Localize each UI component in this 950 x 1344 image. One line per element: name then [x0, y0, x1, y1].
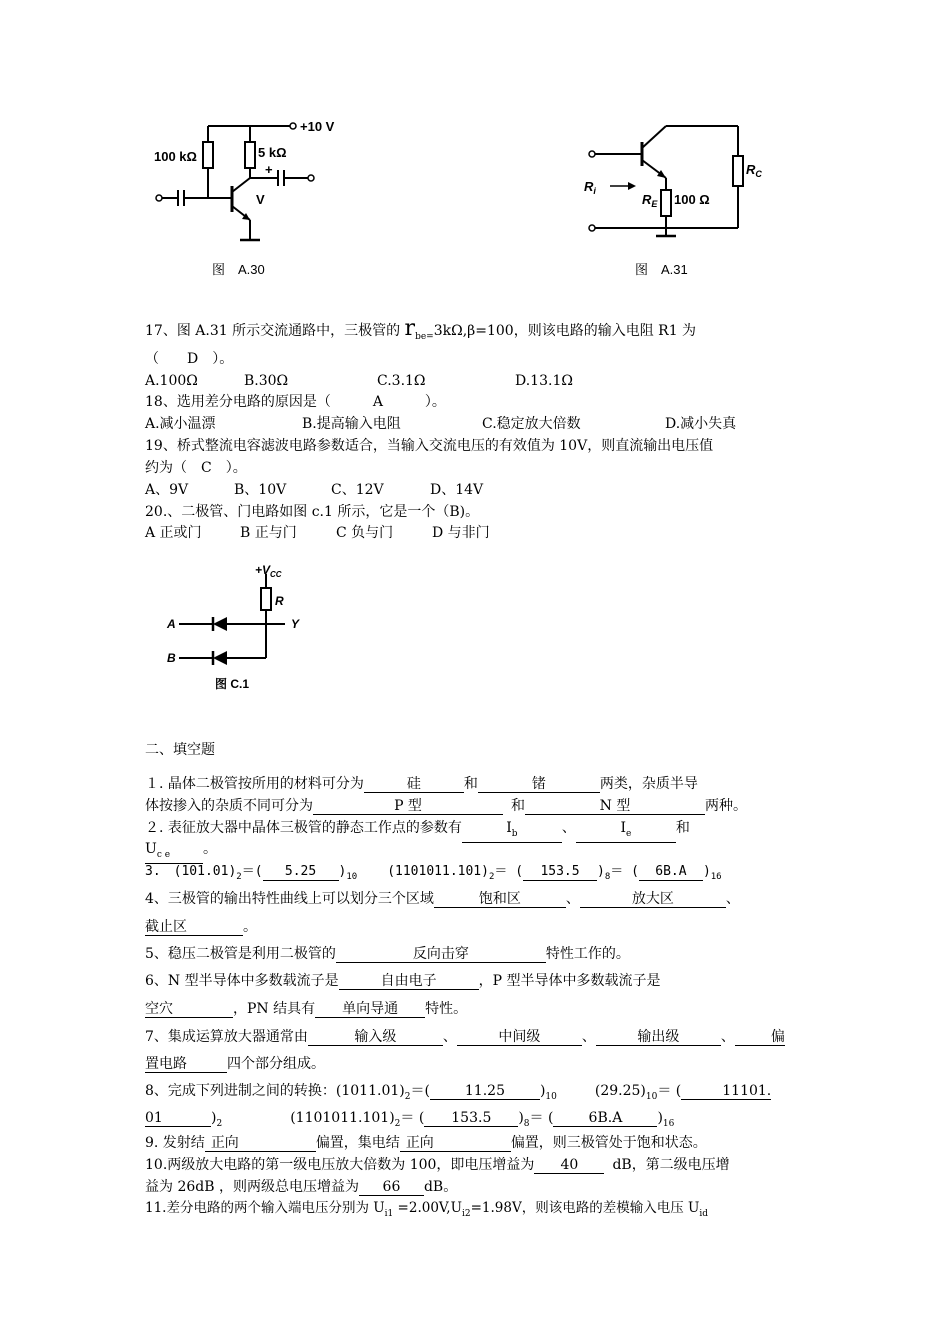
- a31-caption: 图 A.31: [635, 262, 688, 277]
- f6-line2: 空穴 ，PN 结具有 单向导通 特性。: [145, 1001, 468, 1017]
- f11-line: 11.差分电路的两个输入端电压分别为 $U_{i1} =2.00V,U_{i2}=1.98V$，则该电路的差模输入电压 $U_{id}$: [145, 1200, 709, 1219]
- a30-plus-label: +: [265, 162, 273, 177]
- q20-options: A 正或门 B 正与门 C 负与门 D 与非门: [145, 525, 490, 541]
- q19-line2: 约为（ C ）。: [145, 460, 247, 476]
- figure-a30-circuit: [150, 112, 370, 282]
- c1-a-label: A: [167, 617, 176, 631]
- q19-line1: 19、桥式整流电容滤波电路参数适合，当输入交流电压的有效值为 10V，则直流输出电压值: [145, 438, 714, 454]
- f8-line2: 01 )$_2$ $(1101011.101)_2=$ ( 153.5 )$_8=$ ( 6B.A )$_{16}$: [145, 1110, 675, 1129]
- q17-line1: 17、图 A.31 所示交流通路中，三极管的 $r_{be=}3k\Omega,\beta=100$，则该电路的输入电阻 R1 为: [145, 316, 697, 342]
- c1-vcc-label: $+V_{CC}$: [255, 563, 282, 579]
- a31-rc-label: $R_C$: [746, 162, 762, 179]
- f6-line1: 6、N 型半导体中多数载流子是 自由电子 ，P 型半导体中多数载流子是: [145, 973, 661, 989]
- f7-line2: 置电路 四个部分组成。: [145, 1056, 325, 1072]
- q20-text: 20.、二极管、门电路如图 c.1 所示，它是一个（B)。: [145, 504, 480, 520]
- a31-re-value: 100 Ω: [674, 192, 710, 207]
- a30-caption: 图 A.30: [212, 262, 265, 277]
- c1-caption: 图 C.1: [215, 677, 250, 691]
- f3-line: 3. $(101.01)_2=(5.25)_{10}$ $(1101011.101)_2=$ ( 153.5 )$_8=$ ( 6B.A )$_{16}$: [145, 864, 722, 882]
- figure-c1-circuit: [165, 560, 315, 695]
- f2-line2: $U_{c e}$ 。: [145, 840, 810, 864]
- a31-re-label: $R_E$: [642, 192, 658, 209]
- f1-line2: 体按掺入的杂质不同可分为 P 型 和 N 型 两种。: [145, 798, 747, 814]
- a30-vcc-label: +10 V: [300, 119, 335, 134]
- f5-line: 5、稳压二极管是利用二极管的 反向击穿 特性工作的。: [145, 946, 630, 962]
- f7-line1: 7、集成运算放大器通常由 输入级 、 中间级 、 输出级 、 偏: [145, 1029, 785, 1045]
- q18-options: A.减小温漂 B.提高输入电阻 C.稳定放大倍数 D.减小失真: [145, 416, 737, 432]
- c1-y-label: Y: [291, 617, 300, 631]
- f1-line1: １. 晶体二极管按所用的材料可分为 硅 和 锗 两类，杂质半导: [145, 776, 698, 792]
- f10-line2: 益为 26dB ，则两级总电压增益为 66 dB。: [145, 1179, 458, 1195]
- q17-line2: （ D ）。: [145, 351, 234, 367]
- f9-line: 9. 发射结 正向 偏置，集电结 正向 偏置，则三极管处于饱和状态。: [145, 1135, 707, 1151]
- a31-ri-label: $R_i$: [584, 179, 596, 196]
- c1-r-label: R: [275, 594, 284, 608]
- figure-a31-circuit: [580, 112, 780, 282]
- f8-line1: 8、完成下列进制之间的转换：$(1011.01)_2=$( 11.25 )$_{10}$ $(29.25)_{10}=$ ( 11101.: [145, 1083, 772, 1102]
- section-title: 二、填空题: [145, 742, 215, 758]
- f2-line1: ２. 表征放大器中晶体三极管的静态工作点的参数有 $I_b$ 、 $I_e$ 和: [145, 819, 810, 843]
- f10-line1: 10.两级放大电路的第一级电压放大倍数为 100，即电压增益为 40 dB，第二级电压增: [145, 1157, 730, 1173]
- a30-r1-label: 100 kΩ: [154, 149, 197, 164]
- q19-options: A、9V B、10V C、12V D、14V: [145, 482, 484, 498]
- q18-text: 18、选用差分电路的原因是（ A ）。: [145, 394, 446, 410]
- a30-r2-label: 5 kΩ: [258, 145, 287, 160]
- a30-transistor-label: V: [256, 192, 265, 207]
- q17-options: A.100Ω B.30Ω C.3.1Ω D.13.1Ω: [145, 373, 573, 389]
- f4-line1: 4、三极管的输出特性曲线上可以划分三个区域 饱和区 、 放大区 、: [145, 891, 740, 907]
- c1-b-label: B: [167, 651, 176, 665]
- f4-line2: 截止区 。: [145, 919, 257, 935]
